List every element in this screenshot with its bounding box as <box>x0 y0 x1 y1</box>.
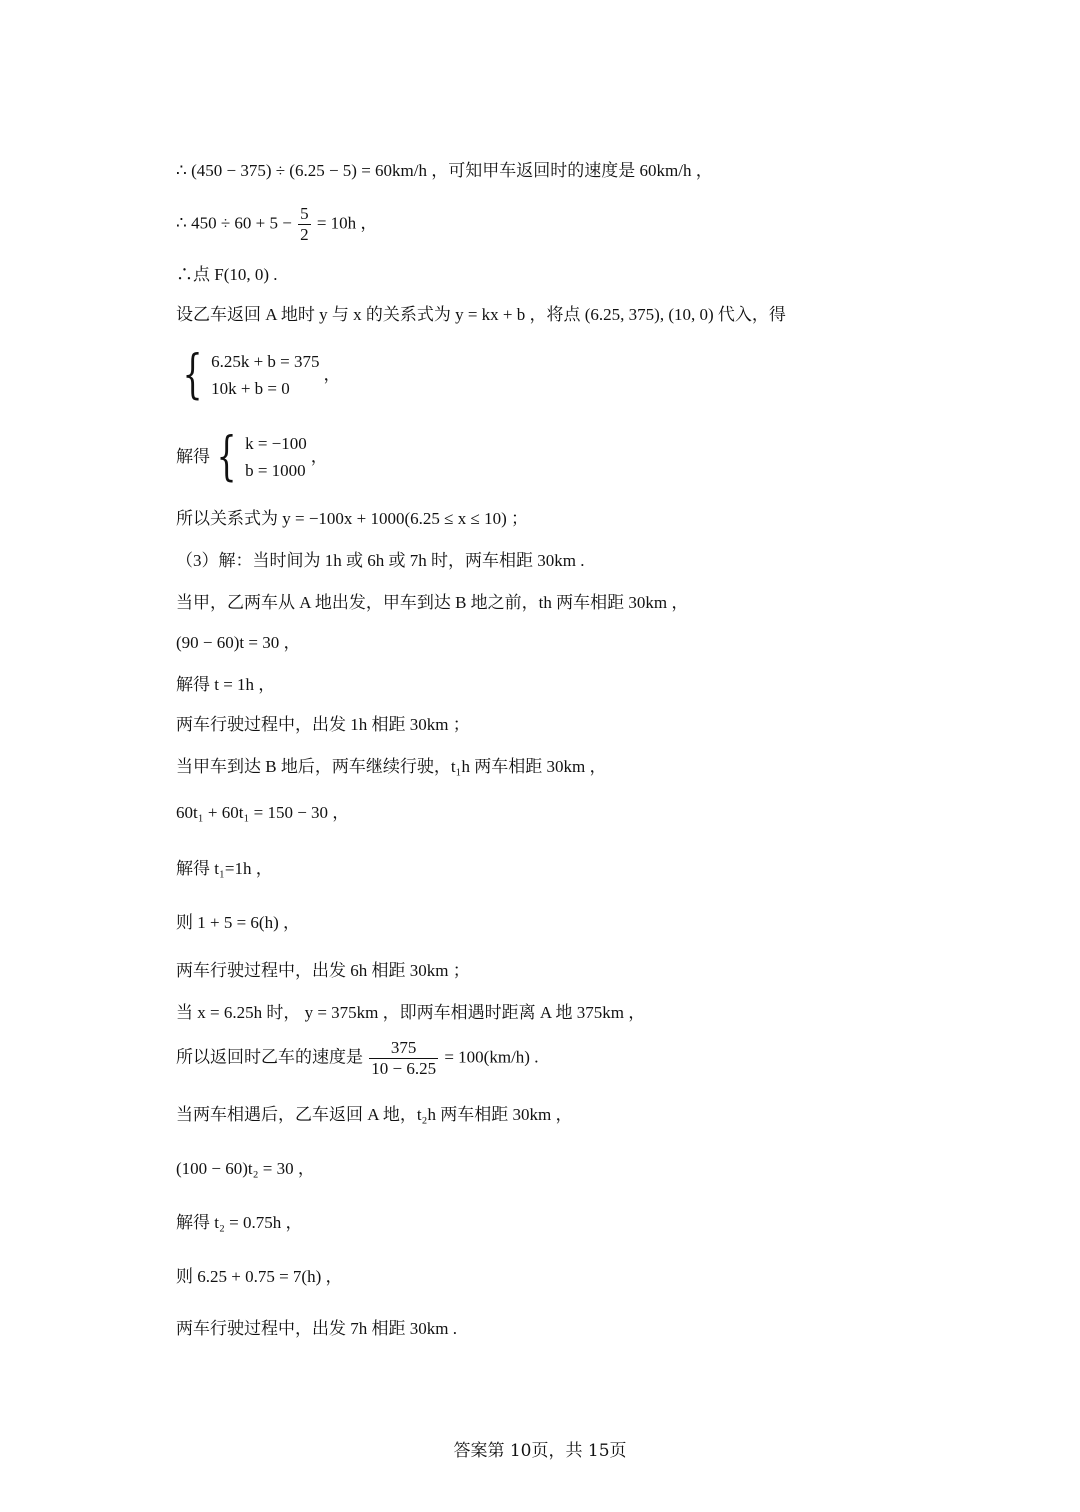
fraction-denominator: 10 − 6.25 <box>371 1059 437 1078</box>
line-solve-1: 解得 t = 1h ， <box>176 675 276 694</box>
fraction-numerator: 5 <box>300 204 309 223</box>
line-case-1: 当甲，乙两车从 A 地出发，甲车到达 B 地之前，th 两车相距 30km ， <box>176 593 689 612</box>
page-footer: 答案第 10页，共 15页 <box>453 1441 627 1461</box>
fraction-five-halves <box>298 204 311 245</box>
solution-b: b = 1000 <box>245 461 306 480</box>
system-post: ， <box>323 365 341 384</box>
line-case-2: 当甲车到达 B 地后，两车继续行驶，t₁h 两车相距 30km ， <box>176 757 607 776</box>
line-eq-3: (100 − 60)t₂ = 30 ， <box>176 1159 315 1178</box>
line-setup-equation: 设乙车返回 A 地时 y 与 x 的关系式为 y = kx + b ，将点 (6.25, 375), (10, 0) 代入，得 <box>176 305 786 324</box>
line-conclusion-2: 两车行驶过程中，出发 6h 相距 30km ； <box>176 961 470 980</box>
solution-k: k = −100 <box>245 434 307 453</box>
fraction-numerator: 375 <box>369 1038 438 1059</box>
left-brace-icon: { <box>216 427 237 487</box>
fraction-speed <box>369 1038 438 1079</box>
line-solve-2: 解得 t₁=1h ， <box>176 859 273 878</box>
line-solve-3: 解得 t₂ = 0.75h ， <box>176 1213 303 1232</box>
line-point-f: ∴点 F(10, 0) . <box>176 265 278 284</box>
left-brace-icon: { <box>182 345 203 405</box>
line-sum-2: 则 1 + 5 = 6(h) ， <box>176 913 300 932</box>
solution-post: ， <box>310 447 328 466</box>
line-conclusion-3: 两车行驶过程中，出发 7h 相距 30km . <box>176 1319 457 1338</box>
system-eq-1: 6.25k + b = 375 <box>211 352 320 371</box>
line-return-speed-pre: 所以返回时乙车的速度是 <box>176 1047 363 1067</box>
line-return-speed <box>176 1038 538 1079</box>
line-part3-answer: （3）解：当时间为 1h 或 6h 或 7h 时，两车相距 30km . <box>176 551 585 570</box>
line-relation: 所以关系式为 y = −100x + 1000(6.25 ≤ x ≤ 10) ； <box>176 509 528 528</box>
line-time-calc-pre: ∴ 450 ÷ 60 + 5 − <box>176 213 292 233</box>
line-eq-1: (90 − 60)t = 30 ， <box>176 633 301 652</box>
line-meeting-point: 当 x = 6.25h 时， y = 375km ，即两车相遇时距离 A 地 375km ， <box>176 1003 646 1022</box>
line-time-calc-post: = 10h ， <box>316 213 378 233</box>
line-time-calc <box>176 204 377 245</box>
fraction-denominator: 2 <box>300 225 309 244</box>
solution-pre: 解得 <box>176 447 210 466</box>
line-speed-return: ∴ (450 − 375) ÷ (6.25 − 5) = 60km/h ，可知甲车返回时的速度是 60km/h ， <box>176 161 713 180</box>
line-sum-3: 则 6.25 + 0.75 = 7(h) ， <box>176 1267 343 1286</box>
system-eq-2: 10k + b = 0 <box>211 379 290 398</box>
line-conclusion-1: 两车行驶过程中，出发 1h 相距 30km ； <box>176 715 470 734</box>
line-case-3: 当两车相遇后，乙车返回 A 地，t₂h 两车相距 30km ， <box>176 1105 573 1124</box>
line-return-speed-post: = 100(km/h) . <box>444 1047 539 1067</box>
solution-system <box>176 427 328 487</box>
line-eq-2: 60t₁ + 60t₁ = 150 − 30 ， <box>176 803 350 822</box>
equation-system <box>176 345 341 405</box>
